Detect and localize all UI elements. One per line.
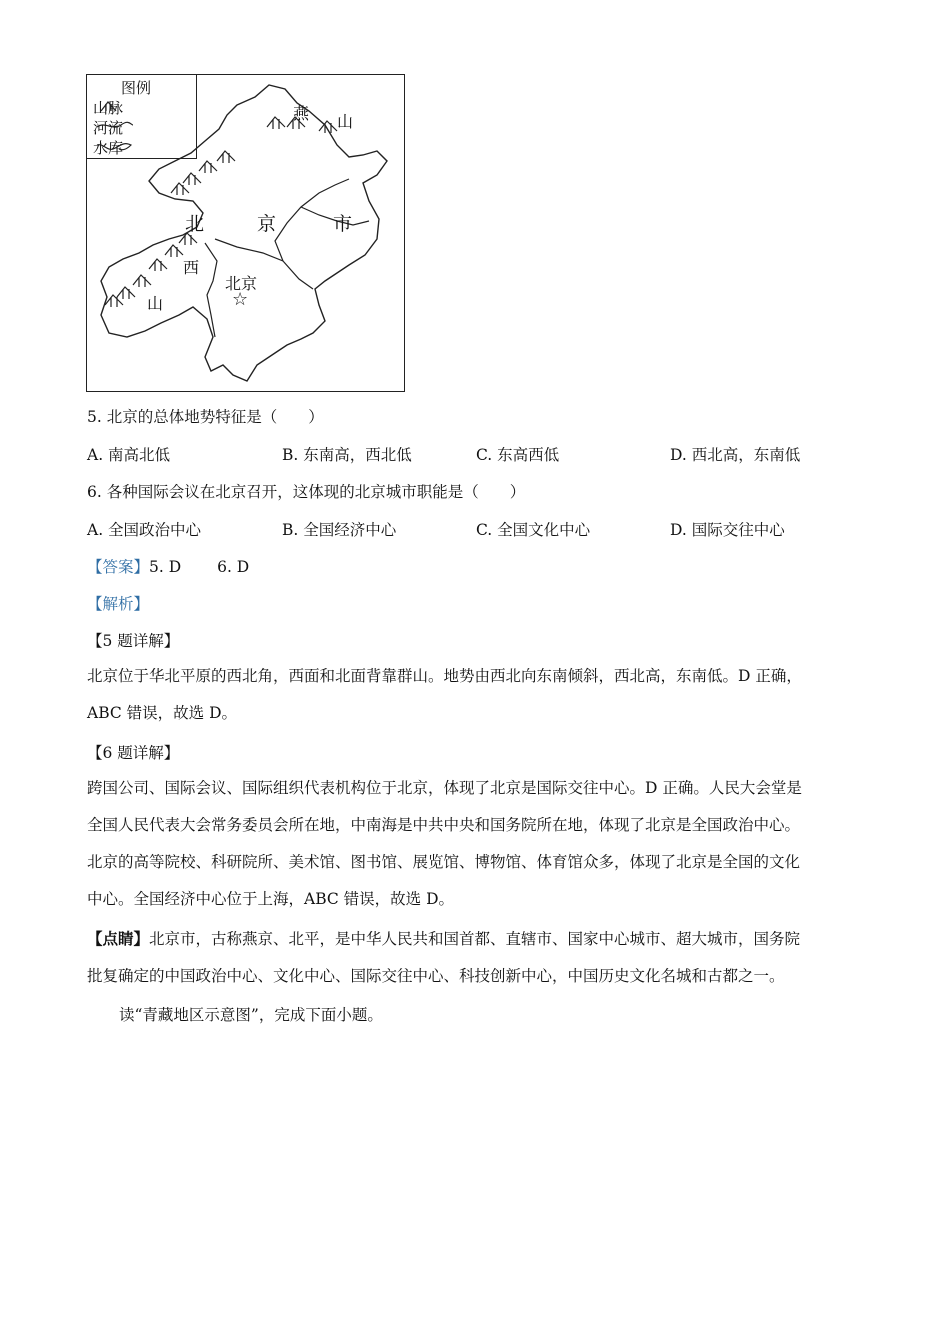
- legend-title: 图例: [121, 79, 152, 97]
- capital-star-icon: ☆: [232, 289, 249, 310]
- inner-line-1: [205, 243, 217, 337]
- map-label-jing: 京: [257, 213, 277, 235]
- q5-option-b: B. 东南高，西北低: [282, 446, 412, 464]
- note-line-1: [87, 920, 867, 958]
- detail6-text: [87, 770, 867, 918]
- next-question-prompt: 读“青藏地区示意图”，完成下面小题。: [119, 1006, 383, 1024]
- detail6-line-2: 全国人民代表大会常务委员会所在地，中南海是中共中央和国务院所在地，体现了北京是全国政治中心。: [87, 816, 801, 834]
- reservoir-icon: [93, 137, 135, 155]
- map-legend: [87, 75, 197, 159]
- detail5-text: [87, 658, 867, 732]
- legend-label-reservoir: 水库: [93, 139, 124, 157]
- q5-option-a: A. 南高北低: [87, 446, 171, 464]
- river-icon: [93, 117, 135, 135]
- note-label: 【点睛】: [87, 929, 150, 948]
- detail6-line-4: 中心。全国经济中心位于上海，ABC 错误，故选 D。: [87, 890, 455, 908]
- q5-option-d: D. 西北高，东南低: [670, 446, 801, 464]
- detail5-label: 【5 题详解】: [87, 632, 180, 650]
- detail5-line-1: 北京位于华北平原的西北角，西面和北面背靠群山。地势由西北向东南倾斜，西北高，东南低。D 正确，: [87, 667, 802, 685]
- answer-text: 5. D 6. D: [149, 558, 250, 576]
- legend-label-mountain: 山脉: [93, 99, 124, 117]
- answer-label: 【答案】: [87, 558, 150, 576]
- map-label-shan-2: 山: [147, 294, 164, 313]
- legend-label-river: 河流: [93, 119, 124, 137]
- map-label-xi: 西: [183, 258, 200, 277]
- q5-stem: 5. 北京的总体地势特征是（ ）: [87, 408, 324, 426]
- analysis-label: 【解析】: [87, 595, 150, 613]
- map-label-yan: 燕: [293, 104, 310, 123]
- q5-option-c: C. 东高西低: [476, 446, 560, 464]
- detail6-line-1: 跨国公司、国际会议、国际组织代表机构位于北京，体现了北京是国际交往中心。D 正确。人民大会堂是: [87, 779, 802, 797]
- map-label-shi: 市: [333, 213, 353, 235]
- map-label-shan-1: 山: [337, 112, 354, 131]
- q6-stem: 6. 各种国际会议在北京召开，这体现的北京城市职能是（ ）: [87, 483, 526, 501]
- map-label-bei: 北: [185, 213, 205, 235]
- note-text: [87, 920, 867, 995]
- q6-option-b: B. 全国经济中心: [282, 521, 397, 539]
- detail6-line-3: 北京的高等院校、科研院所、美术馆、图书馆、展览馆、博物馆、体育馆众多，体现了北京是全国的文化: [87, 853, 801, 871]
- legend-item-river: [93, 117, 123, 138]
- beijing-map-figure: [86, 74, 405, 392]
- q6-option-a: A. 全国政治中心: [87, 521, 202, 539]
- note-line-1-text: 北京市，古称燕京、北平，是中华人民共和国首都、直辖市、国家中心城市、超大城市，国务院: [149, 930, 801, 948]
- note-line-2: 批复确定的中国政治中心、文化中心、国际交往中心、科技创新中心，中国历史文化名城和古都之一。: [87, 967, 785, 985]
- q6-option-c: C. 全国文化中心: [476, 521, 591, 539]
- legend-item-mountain: [93, 97, 123, 118]
- detail5-line-2: ABC 错误，故选 D。: [87, 704, 238, 722]
- answer-line: [87, 555, 249, 577]
- q6-option-d: D. 国际交往中心: [670, 521, 785, 539]
- detail6-label: 【6 题详解】: [87, 744, 180, 762]
- mountain-icon: [93, 97, 135, 115]
- map-label-beijing-city: 北京: [225, 274, 258, 293]
- legend-item-reservoir: [93, 137, 123, 158]
